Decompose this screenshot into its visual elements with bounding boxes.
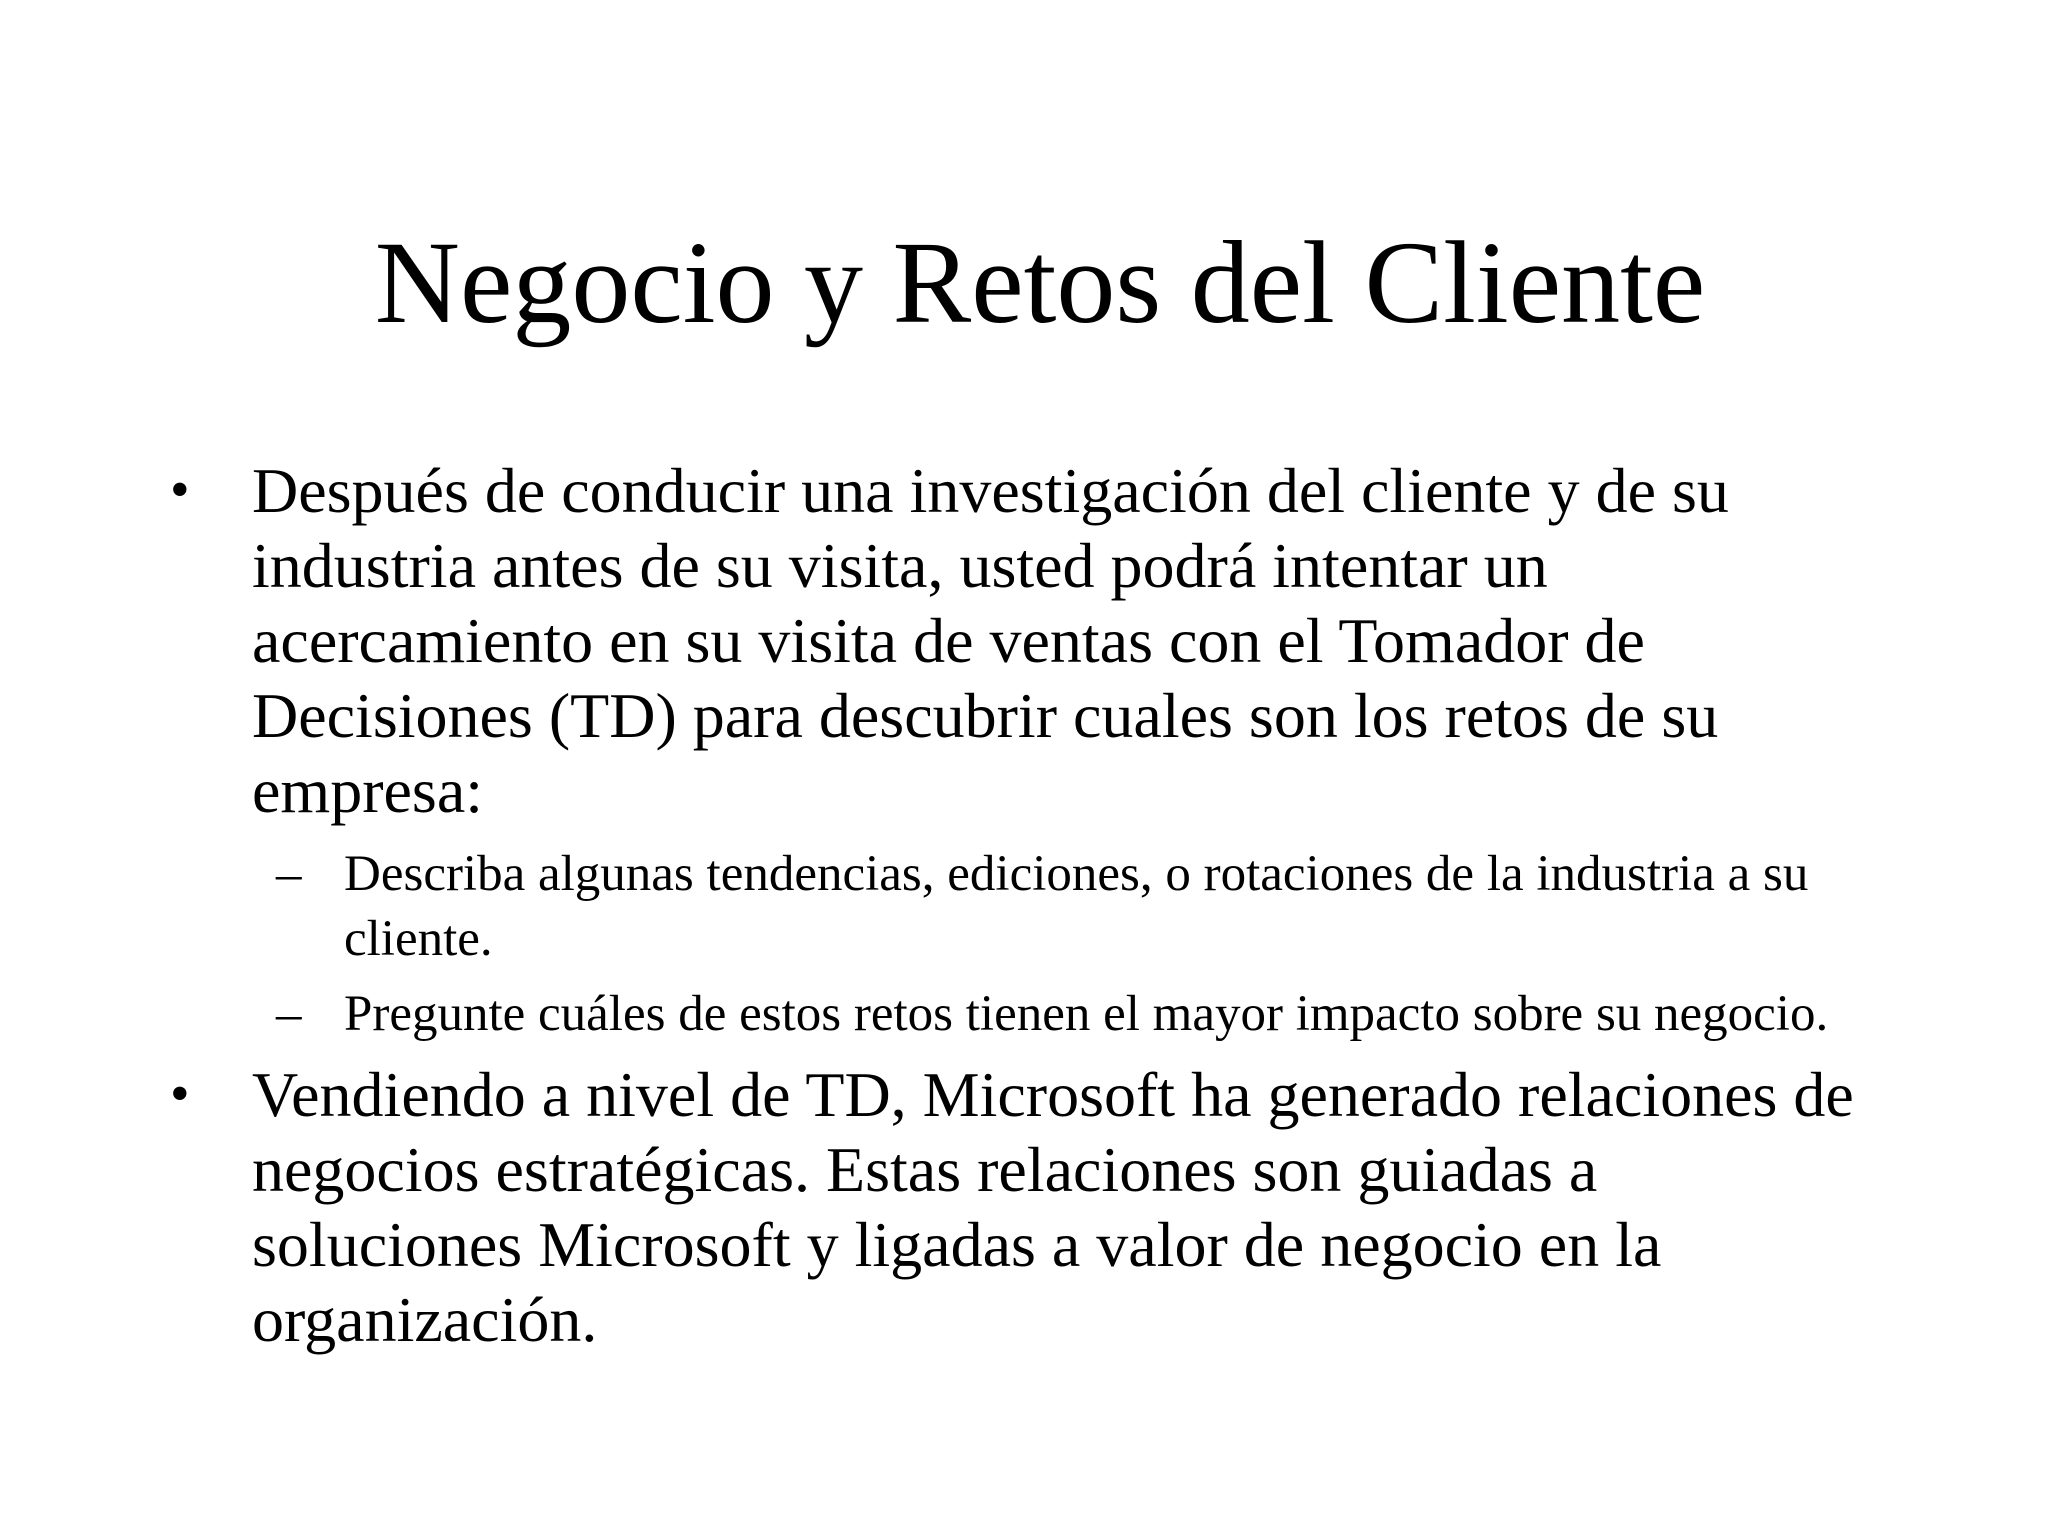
bullet-text: Después de conducir una investigación del cliente y de su industria antes de su visita, usted podrá intentar un acercamiento en su visita de ventas con el Tomador de Decisiones (TD) para descubrir cuales son los retos de su empresa:	[252, 455, 1729, 826]
bullet-marker: •	[170, 459, 190, 521]
bullet-item	[160, 453, 1880, 828]
slide-body	[160, 453, 1880, 1371]
sub-bullet-item	[160, 842, 1880, 972]
bullet-text: Vendiendo a nivel de TD, Microsoft ha generado relaciones de negocios estratégicas. Estas relaciones son guiadas a soluciones Microsoft y ligadas a valor de negocio en la organización.	[252, 1059, 1854, 1355]
sub-bullet-marker: –	[276, 846, 302, 902]
slide-title: Negocio y Retos del Cliente	[374, 217, 1706, 348]
sub-bullet-marker: –	[276, 986, 302, 1042]
sub-bullet-list	[160, 842, 1880, 1047]
sub-bullet-text: Pregunte cuáles de estos retos tienen el mayor impacto sobre su negocio.	[344, 986, 1829, 1042]
sub-bullet-item	[160, 982, 1880, 1047]
sub-bullet-text: Describa algunas tendencias, ediciones, o rotaciones de la industria a su cliente.	[344, 846, 1809, 967]
bullet-marker: •	[170, 1063, 190, 1125]
bullet-item	[160, 1057, 1880, 1357]
